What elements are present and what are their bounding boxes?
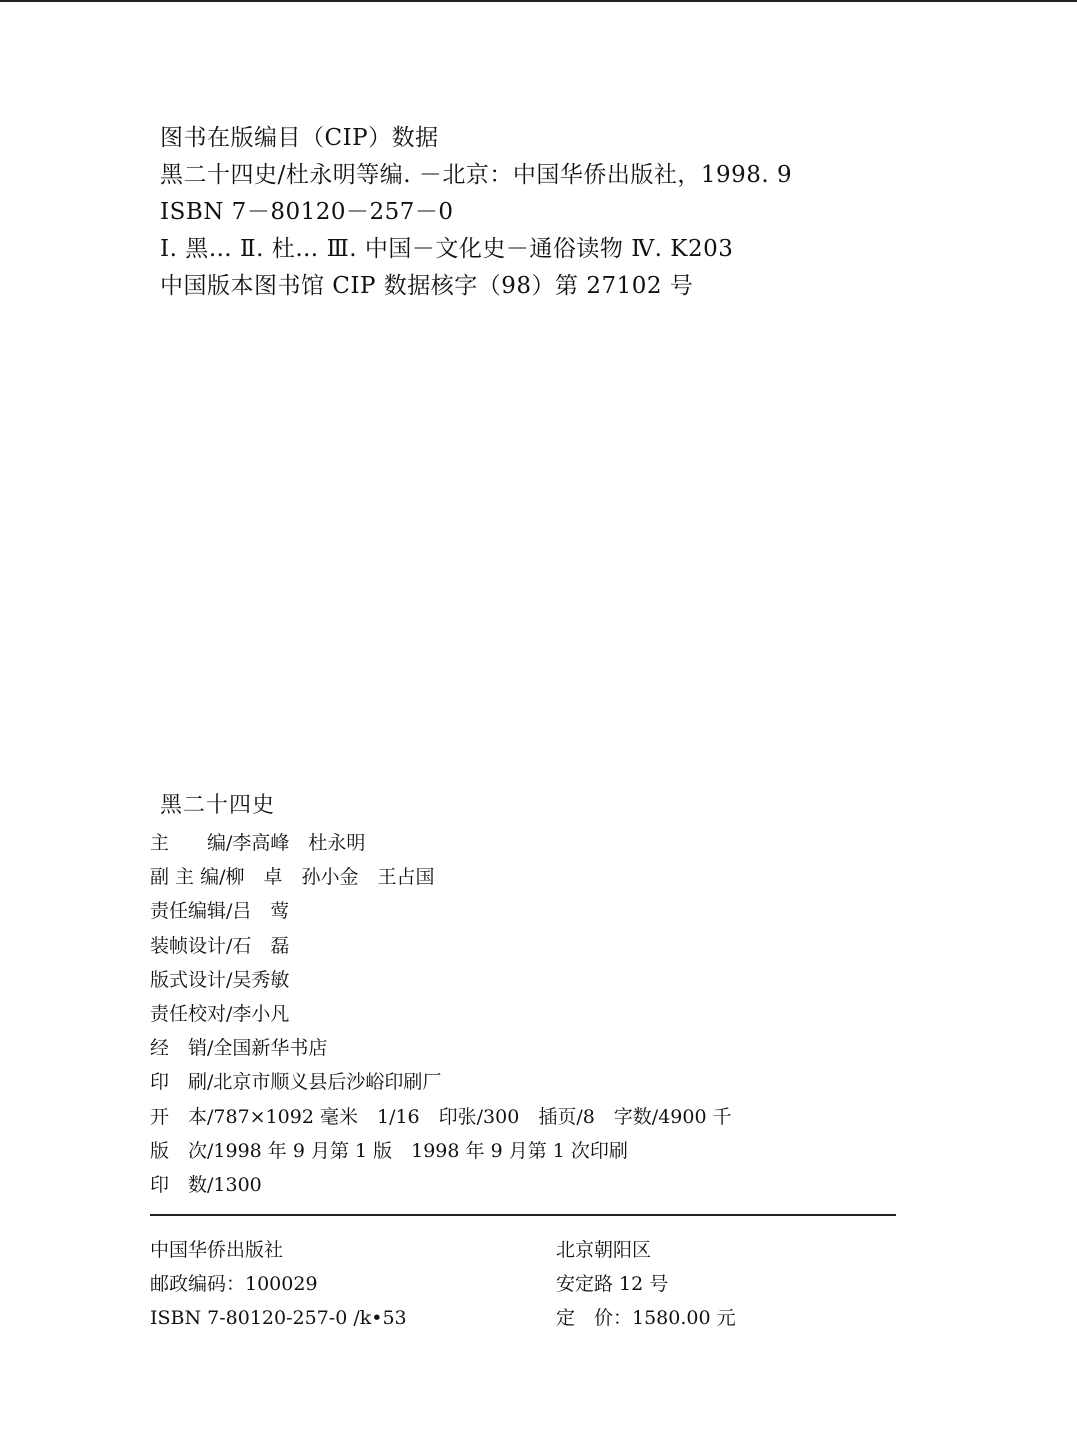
cip-title-line: 黑二十四史/杜永明等编. －北京：中国华侨出版社，1998. 9 bbox=[160, 162, 793, 188]
publisher-price: 定 价：1580.00 元 bbox=[556, 1307, 736, 1329]
credit-proofreader: 责任校对/李小凡 bbox=[150, 1003, 290, 1026]
publisher-info-left bbox=[150, 1233, 407, 1335]
publisher-address: 安定路 12 号 bbox=[556, 1273, 669, 1295]
credit-binding-design: 装帧设计/石 磊 bbox=[150, 934, 290, 957]
credit-distributor: 经 销/全国新华书店 bbox=[150, 1037, 328, 1060]
credit-chief-editor: 主 编/李高峰 杜永明 bbox=[150, 832, 366, 854]
credit-print-run: 印 数/1300 bbox=[150, 1174, 262, 1197]
cip-isbn-line: ISBN 7－80120－257－0 bbox=[160, 199, 454, 225]
cip-block bbox=[160, 120, 792, 305]
top-border-line bbox=[0, 0, 1077, 2]
cip-subject-line: Ⅰ. 黑… Ⅱ. 杜… Ⅲ. 中国－文化史－通俗读物 Ⅳ. K203 bbox=[160, 236, 734, 262]
publisher-isbn: ISBN 7-80120-257-0 /k•53 bbox=[150, 1307, 407, 1329]
credits-block bbox=[150, 826, 732, 1202]
credit-layout-design: 版式设计/吴秀敏 bbox=[150, 968, 290, 991]
publisher-district: 北京朝阳区 bbox=[556, 1239, 652, 1261]
book-title: 黑二十四史 bbox=[160, 793, 276, 818]
divider-rule bbox=[150, 1214, 896, 1216]
credit-responsible-editor: 责任编辑/吕 莺 bbox=[150, 900, 290, 923]
credit-printer: 印 刷/北京市顺义县后沙峪印刷厂 bbox=[150, 1071, 442, 1094]
publisher-postcode: 邮政编码：100029 bbox=[150, 1273, 318, 1295]
credit-edition: 版 次/1998 年 9 月第 1 版 1998 年 9 月第 1 次印刷 bbox=[150, 1139, 628, 1162]
cip-record-line: 中国版本图书馆 CIP 数据核字（98）第 27102 号 bbox=[160, 273, 694, 299]
publisher-info-right bbox=[556, 1233, 736, 1335]
credit-deputy-editor: 副 主 编/柳 卓 孙小金 王占国 bbox=[150, 866, 435, 889]
credit-format: 开 本/787×1092 毫米 1/16 印张/300 插页/8 字数/4900 千 bbox=[150, 1105, 732, 1128]
cip-heading: 图书在版编目（CIP）数据 bbox=[160, 125, 439, 151]
publisher-name: 中国华侨出版社 bbox=[150, 1239, 284, 1261]
